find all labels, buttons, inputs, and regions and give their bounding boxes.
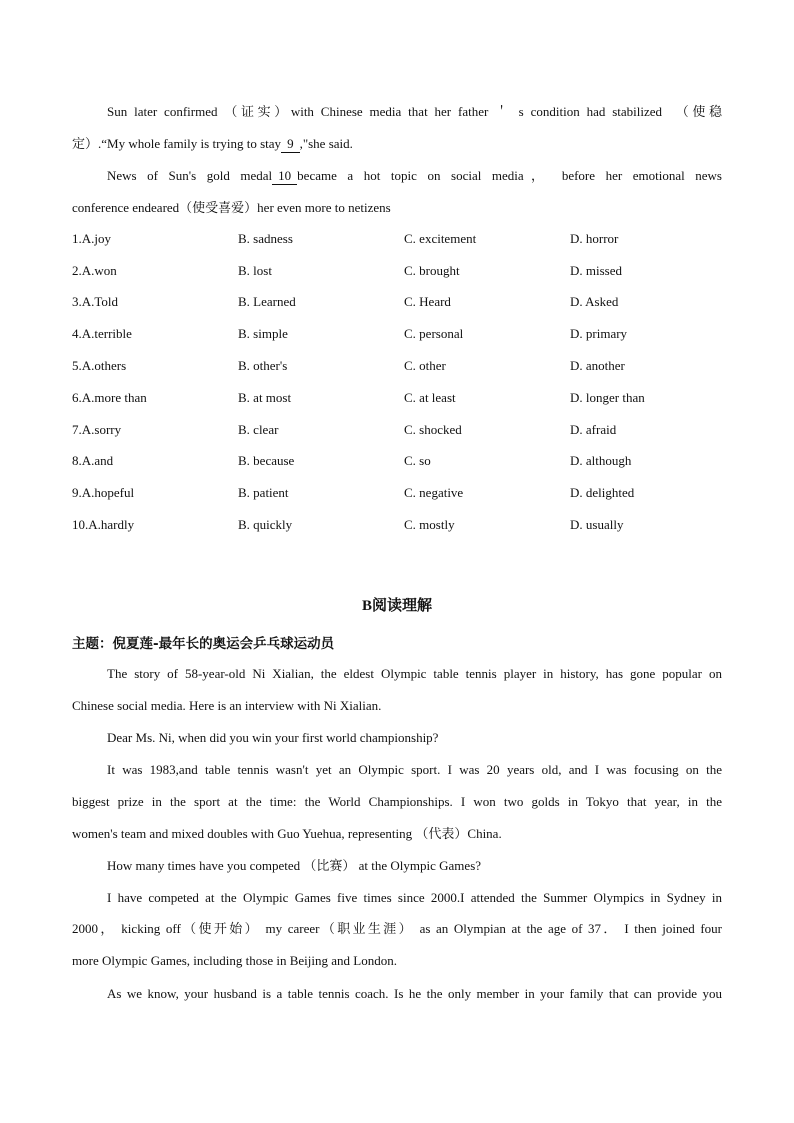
option-c: C. other [404, 358, 446, 374]
option-d: D. horror [570, 230, 619, 246]
option-c: C. negative [404, 485, 464, 501]
option-a: 4.A.terrible [72, 326, 132, 342]
option-a: 7.A.sorry [72, 421, 122, 437]
option-d: D. usually [570, 517, 624, 533]
text-fragment: became a hot topic on social media， before her emotional news [297, 168, 722, 183]
passage-a-line-3 [72, 160, 722, 192]
question-2: How many times have you competed （比赛） at the Olympic Games? [107, 858, 482, 873]
option-b: B. quickly [238, 517, 293, 533]
option-b: B. at most [238, 389, 292, 405]
option-d: D. missed [570, 262, 622, 278]
option-c: C. personal [404, 326, 464, 342]
option-row [72, 318, 732, 350]
option-d: D. afraid [570, 421, 617, 437]
option-row [72, 477, 732, 509]
option-c: C. so [404, 453, 431, 469]
option-row [72, 287, 732, 319]
topic-heading: 主题：倪夏莲-最年长的奥运会乒乓球运动员 [72, 636, 335, 652]
answer-2-line-1: I have competed at the Olympic Games five times since 2000.I attended the Summer Olympics in Sydney in [107, 890, 722, 905]
option-c: C. at least [404, 389, 456, 405]
text-fragment: ,"she said. [299, 136, 353, 151]
option-a: 9.A.hopeful [72, 485, 135, 501]
option-b: B. sadness [238, 230, 293, 246]
option-d: D. delighted [570, 485, 635, 501]
option-row [72, 414, 732, 446]
answer-2-line-3: more Olympic Games, including those in Beijing and London. [72, 953, 397, 968]
option-b: B. clear [238, 421, 279, 437]
option-b: B. lost [238, 262, 272, 278]
option-row [72, 350, 732, 382]
options-table [72, 223, 732, 541]
intro-line-2: Chinese social media. Here is an interview with Ni Xialian. [72, 698, 382, 713]
option-b: B. other's [238, 358, 288, 374]
option-a: 8.A.and [72, 453, 114, 469]
option-a: 6.A.more than [72, 389, 147, 405]
question-1: Dear Ms. Ni, when did you win your first world championship? [107, 730, 439, 745]
option-c: C. excitement [404, 230, 477, 246]
option-row [72, 509, 732, 541]
question-3: As we know, your husband is a table tennis coach. Is he the only member in your family that can provide you [107, 986, 722, 1001]
option-a: 2.A.won [72, 262, 117, 278]
option-b: B. because [238, 453, 295, 469]
option-b: B. patient [238, 485, 289, 501]
answer-2-line-2: 2000， kicking off（使开始） my career（职业生涯） as an Olympian at the age of 37． I then joined four [72, 921, 722, 936]
answer-1-line-1: It was 1983,and table tennis wasn't yet an Olympic sport. I was 20 years old, and I was focusing on the [107, 762, 722, 777]
option-row [72, 382, 732, 414]
option-b: B. simple [238, 326, 288, 342]
option-a: 10.A.hardly [72, 517, 135, 533]
option-d: D. Asked [570, 294, 619, 310]
option-b: B. Learned [238, 294, 296, 310]
blank-9: 9 [281, 136, 300, 153]
option-d: D. primary [570, 326, 628, 342]
option-d: D. longer than [570, 389, 645, 405]
text-fragment: 定）.“My whole family is trying to stay [72, 136, 282, 151]
option-row [72, 446, 732, 478]
option-d: D. another [570, 358, 625, 374]
option-a: 3.A.Told [72, 294, 119, 310]
option-a: 1.A.joy [72, 230, 111, 246]
text-fragment: News of Sun's gold medal [107, 168, 273, 183]
blank-10: 10 [272, 168, 297, 185]
section-title: B阅读理解 [361, 598, 432, 614]
intro-line-1: The story of 58-year-old Ni Xialian, the eldest Olympic table tennis player in history, has gone popular on [107, 666, 722, 681]
passage-a-line-1: Sun later confirmed （证实）with Chinese media that her father ＇ s condition had stabilized （使稳 [107, 104, 722, 119]
passage-a-line-4: conference endeared（使受喜爱）her even more to netizens [72, 200, 391, 215]
answer-1-line-2: biggest prize in the sport at the time: the World Championships. I won two golds in Tokyo that year, in the [72, 794, 722, 809]
passage-a-line-2 [72, 128, 722, 160]
option-c: C. shocked [404, 421, 462, 437]
option-d: D. although [570, 453, 632, 469]
option-a: 5.A.others [72, 358, 127, 374]
option-c: C. brought [404, 262, 460, 278]
option-c: C. mostly [404, 517, 455, 533]
option-row [72, 255, 732, 287]
option-row [72, 223, 732, 255]
option-c: C. Heard [404, 294, 451, 310]
answer-1-line-3: women's team and mixed doubles with Guo Yuehua, representing （代表）China. [72, 826, 502, 841]
